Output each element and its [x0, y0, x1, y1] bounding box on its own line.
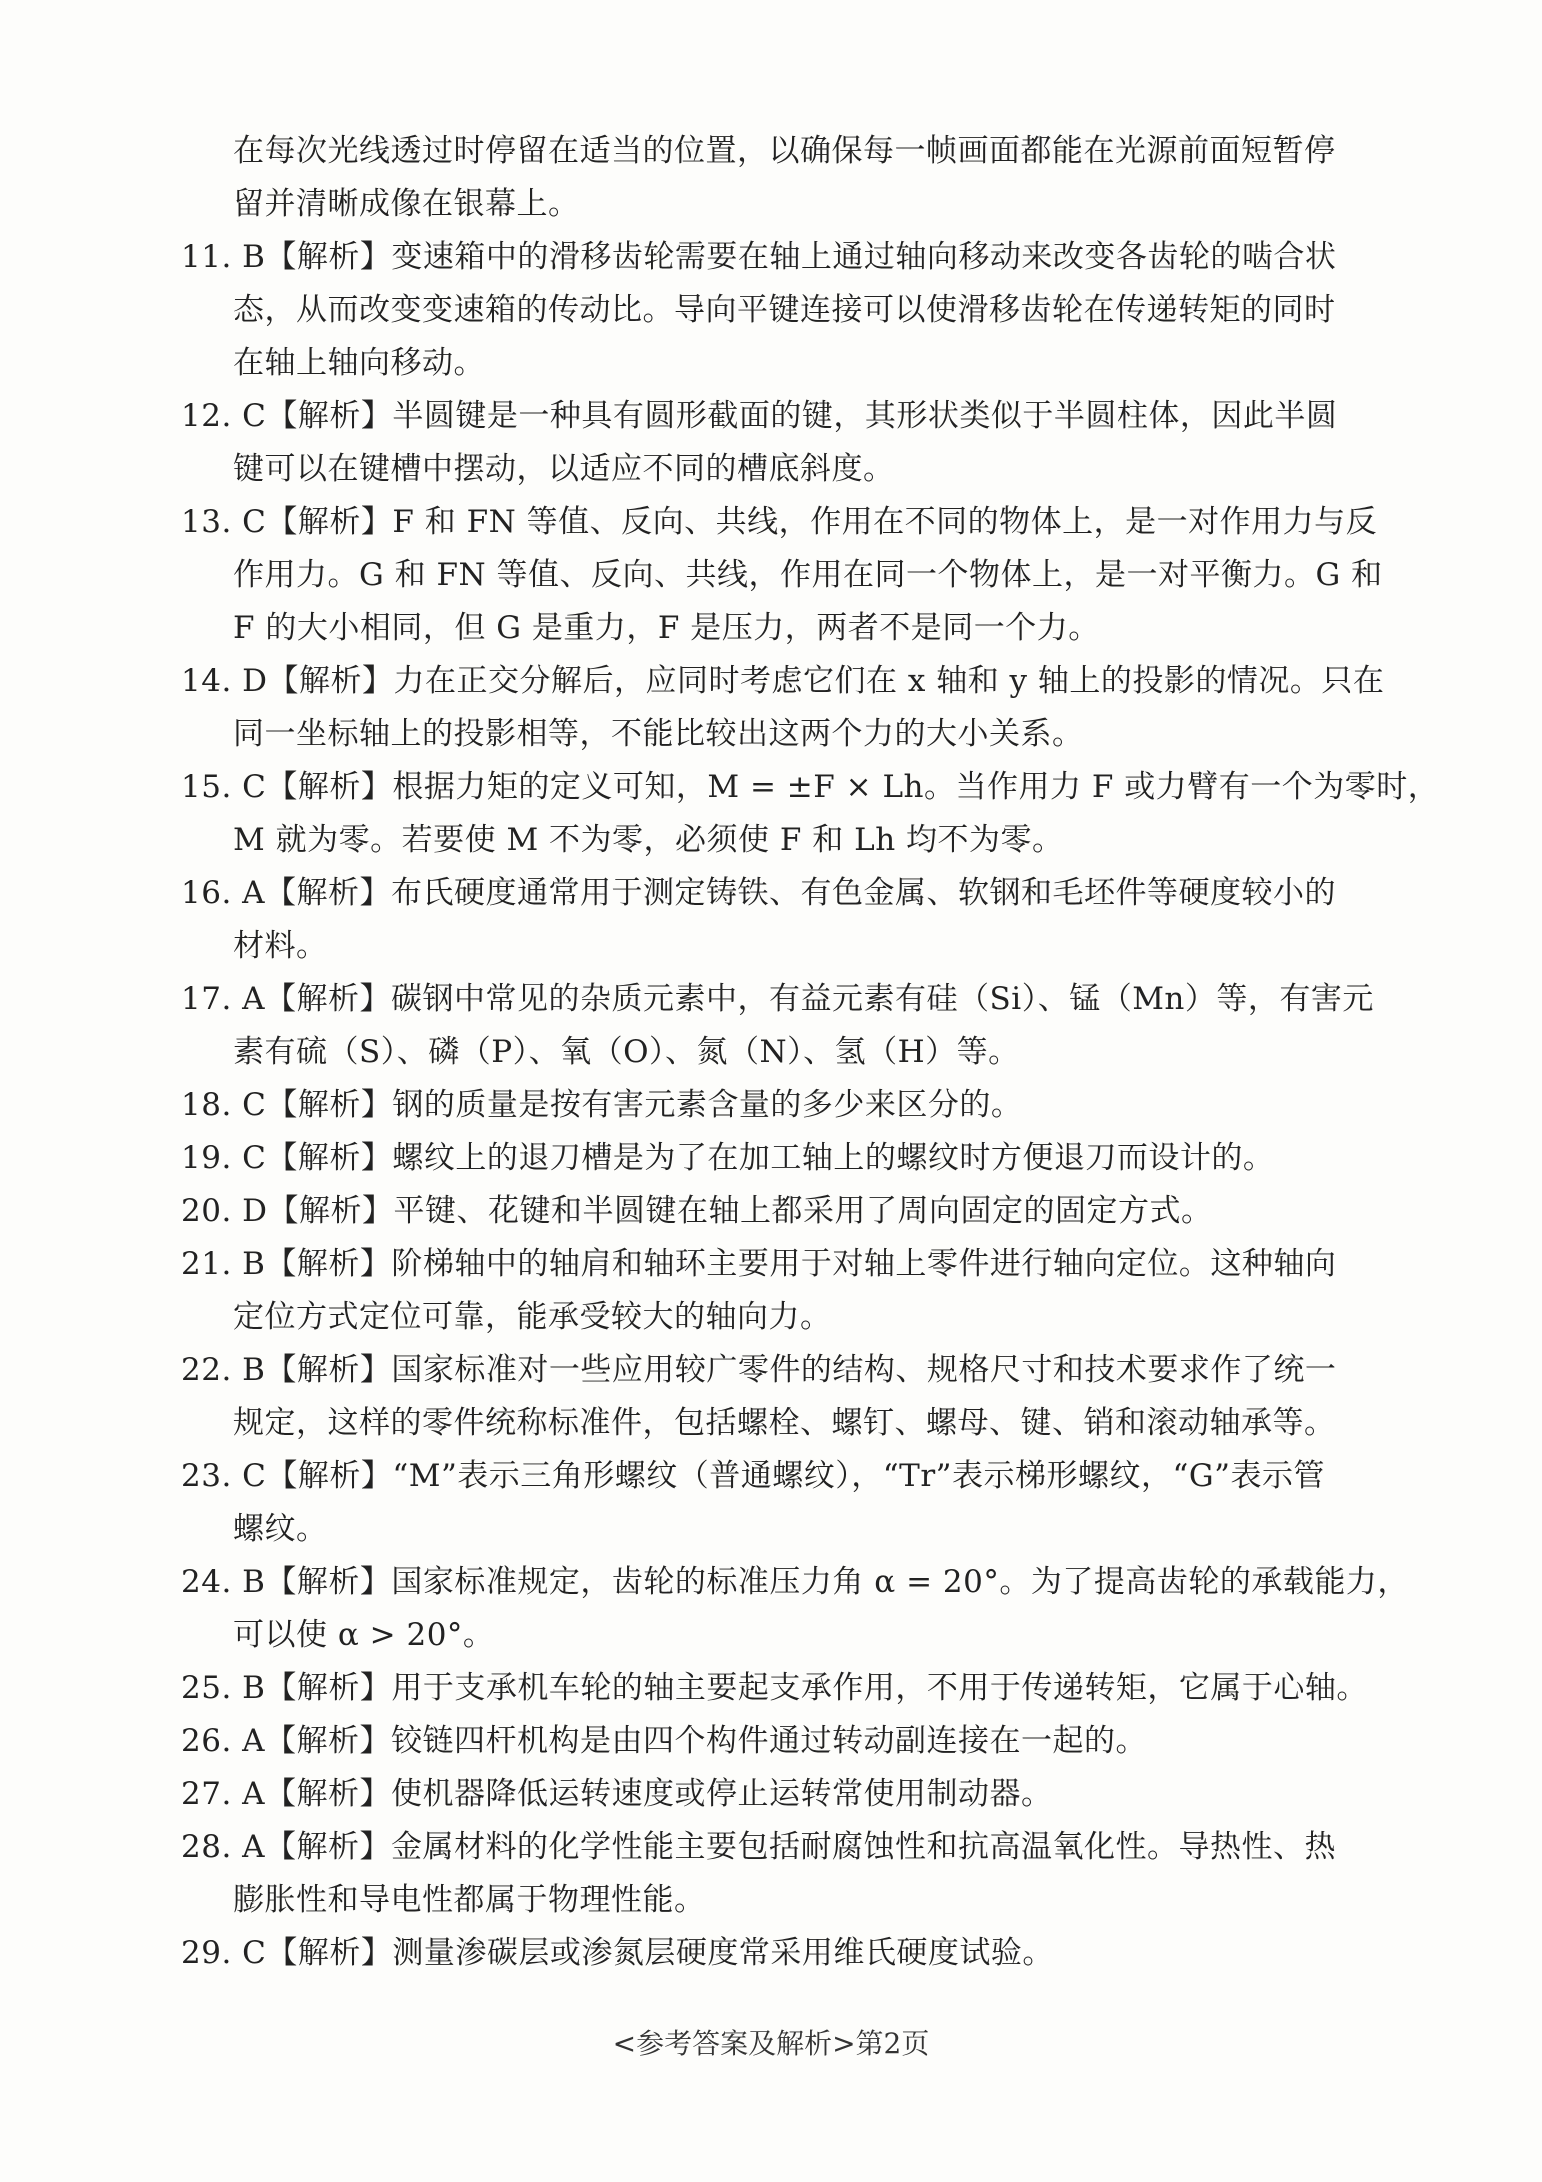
answer-item-continuation-line: 素有硫（S）、磷（P）、氧（O）、氮（N）、氢（H）等。	[233, 1034, 1020, 1070]
answer-item-first-line: 15. C【解析】根据力矩的定义可知，M = ±F × Lh。当作用力 F 或力臂有一个为零时，	[181, 769, 1440, 805]
answer-item-first-line: 18. C【解析】钢的质量是按有害元素含量的多少来区分的。	[181, 1087, 1023, 1123]
answer-item-first-line: 28. A【解析】金属材料的化学性能主要包括耐腐蚀性和抗高温氧化性。导热性、热	[181, 1829, 1337, 1865]
answer-item-first-line: 24. B【解析】国家标准规定，齿轮的标准压力角 α = 20°。为了提高齿轮的承载能力，	[181, 1564, 1409, 1600]
answer-item	[181, 1556, 1409, 1662]
answer-item	[181, 1344, 1337, 1450]
answer-item-first-line: 23. C【解析】“M”表示三角形螺纹（普通螺纹），“Tr”表示梯形螺纹，“G”表示管	[181, 1458, 1325, 1494]
answer-item-first-line: 22. B【解析】国家标准对一些应用较广零件的结构、规格尺寸和技术要求作了统一	[181, 1352, 1337, 1388]
answer-item	[181, 1927, 1326, 1980]
answer-item-first-line: 21. B【解析】阶梯轴中的轴肩和轴环主要用于对轴上零件进行轴向定位。这种轴向	[181, 1246, 1337, 1282]
answer-item-continuation-line: 螺纹。	[233, 1511, 328, 1547]
answer-item-first-line: 12. C【解析】半圆键是一种具有圆形截面的键，其形状类似于半圆柱体，因此半圆	[181, 398, 1338, 434]
answer-item-continuation-line: 材料。	[233, 928, 328, 964]
answer-item	[181, 1662, 1368, 1715]
answer-list	[181, 231, 1440, 1980]
answer-item	[181, 1132, 1326, 1185]
answer-item-first-line: 11. B【解析】变速箱中的滑移齿轮需要在轴上通过轴向移动来改变各齿轮的啮合状	[181, 239, 1337, 275]
answer-item	[181, 1450, 1326, 1556]
answer-item-first-line: 13. C【解析】F 和 FN 等值、反向、共线，作用在不同的物体上，是一对作用力与反	[181, 504, 1378, 540]
answer-item	[181, 1079, 1326, 1132]
answer-item	[181, 231, 1337, 390]
answer-item-first-line: 20. D【解析】平键、花键和半圆键在轴上都采用了周向固定的固定方式。	[181, 1193, 1213, 1229]
answer-item	[181, 761, 1440, 867]
answer-item	[181, 867, 1337, 973]
lead-line: 在每次光线透过时停留在适当的位置，以确保每一帧画面都能在光源前面短暂停	[233, 133, 1336, 169]
answer-item-first-line: 27. A【解析】使机器降低运转速度或停止运转常使用制动器。	[181, 1776, 1053, 1812]
answer-item-first-line: 16. A【解析】布氏硬度通常用于测定铸铁、有色金属、软钢和毛坯件等硬度较小的	[181, 875, 1337, 911]
answer-item	[181, 1715, 1326, 1768]
answer-item	[181, 496, 1383, 655]
answer-item-continuation-line: 作用力。G 和 FN 等值、反向、共线，作用在同一个物体上，是一对平衡力。G 和	[233, 557, 1383, 593]
answer-item-first-line: 14. D【解析】力在正交分解后，应同时考虑它们在 x 轴和 y 轴上的投影的情况。只在	[181, 663, 1385, 699]
answer-item-continuation-line: 定位方式定位可靠，能承受较大的轴向力。	[233, 1299, 832, 1335]
answer-item	[181, 1185, 1326, 1238]
answer-item-continuation-line: 膨胀性和导电性都属于物理性能。	[233, 1882, 706, 1918]
answer-item	[181, 973, 1374, 1079]
answer-item-first-line: 17. A【解析】碳钢中常见的杂质元素中，有益元素有硅（Si）、锰（Mn）等，有害元	[181, 981, 1374, 1017]
answer-item	[181, 1238, 1337, 1344]
answer-item	[181, 1768, 1326, 1821]
lead-line: 留并清晰成像在银幕上。	[233, 186, 580, 222]
answer-content	[181, 125, 1440, 1980]
answer-item-continuation-line: 可以使 α > 20°。	[233, 1617, 495, 1653]
answer-item-continuation-line: 键可以在键槽中摆动，以适应不同的槽底斜度。	[233, 451, 895, 487]
page-footer: <参考答案及解析>第2页	[612, 2027, 930, 2060]
answer-item-continuation-line: 规定，这样的零件统称标准件，包括螺栓、螺钉、螺母、键、销和滚动轴承等。	[233, 1405, 1336, 1441]
answer-item	[181, 655, 1385, 761]
answer-item-continuation-line: 态，从而改变变速箱的传动比。导向平键连接可以使滑移齿轮在传递转矩的同时	[233, 292, 1336, 328]
answer-item-continuation-line: F 的大小相同，但 G 是重力，F 是压力，两者不是同一个力。	[233, 610, 1100, 646]
answer-item-continuation-line: 同一坐标轴上的投影相等，不能比较出这两个力的大小关系。	[233, 716, 1084, 752]
answer-item-first-line: 26. A【解析】铰链四杆机构是由四个构件通过转动副连接在一起的。	[181, 1723, 1148, 1759]
answer-item-continuation-line: 在轴上轴向移动。	[233, 345, 485, 381]
answer-item-first-line: 29. C【解析】测量渗碳层或渗氮层硬度常采用维氏硬度试验。	[181, 1935, 1054, 1971]
answer-item	[181, 1821, 1337, 1927]
answer-item	[181, 390, 1338, 496]
answer-item-continuation-line: M 就为零。若要使 M 不为零，必须使 F 和 Lh 均不为零。	[233, 822, 1064, 858]
answer-item-first-line: 19. C【解析】螺纹上的退刀槽是为了在加工轴上的螺纹时方便退刀而设计的。	[181, 1140, 1275, 1176]
answer-item-first-line: 25. B【解析】用于支承机车轮的轴主要起支承作用，不用于传递转矩，它属于心轴。	[181, 1670, 1368, 1706]
